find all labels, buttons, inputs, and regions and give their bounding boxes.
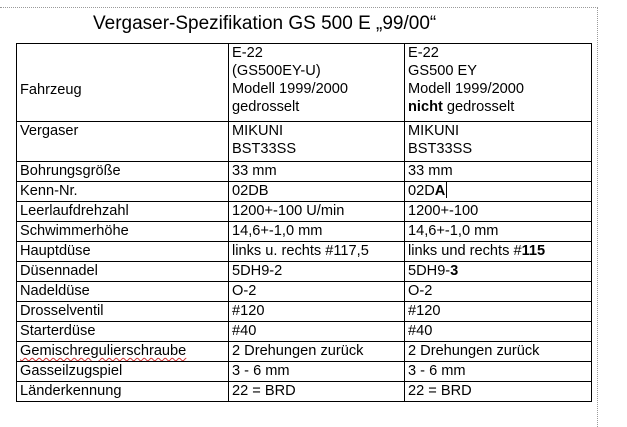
row-label[interactable]: Starterdüse [17, 322, 229, 342]
cell-a-line: BST33SS [232, 141, 297, 157]
cell-a[interactable]: 14,6+-1,0 mm [229, 222, 405, 242]
document-title[interactable]: Vergaser-Spezifikation GS 500 E „99/00“ [93, 13, 437, 34]
cell-b[interactable] [405, 122, 592, 162]
cell-a[interactable]: O-2 [229, 282, 405, 302]
table-row-laender [17, 382, 592, 402]
row-label[interactable]: Fahrzeug [17, 44, 229, 122]
header-b-line: E-22 [408, 45, 439, 61]
cell-b-bold: 115 [521, 243, 546, 259]
table-row-starter [17, 322, 592, 342]
spellcheck-flagged-word: Gemischregulierschraube [20, 343, 187, 359]
header-b-line-rest: gedrosselt [442, 99, 515, 115]
cell-b[interactable]: #40 [405, 322, 592, 342]
row-label[interactable]: Länderkennung [17, 382, 229, 402]
table-row-duesennadel [17, 262, 592, 282]
header-a-line: gedrosselt [232, 99, 300, 115]
table-row-schwimmer [17, 222, 592, 242]
table-row-drossel [17, 302, 592, 322]
row-label[interactable]: Bohrungsgröße [17, 162, 229, 182]
row-label[interactable]: Nadeldüse [17, 282, 229, 302]
row-label[interactable]: Leerlaufdrehzahl [17, 202, 229, 222]
header-b-line: Modell 1999/2000 [408, 81, 525, 97]
cell-a[interactable]: 02DB [229, 182, 405, 202]
cell-b[interactable]: #120 [405, 302, 592, 322]
table-row-bohrung [17, 162, 592, 182]
spec-table [16, 43, 592, 402]
header-a-line: Modell 1999/2000 [232, 81, 349, 97]
cell-b[interactable]: 33 mm [405, 162, 592, 182]
header-b-bold-word: nicht [408, 99, 443, 115]
header-a-line: E-22 [232, 45, 263, 61]
column-header-a[interactable] [229, 44, 405, 122]
row-label[interactable]: Drosselventil [17, 302, 229, 322]
cell-b[interactable]: O-2 [405, 282, 592, 302]
cell-b[interactable] [405, 242, 592, 262]
row-label[interactable]: Schwimmerhöhe [17, 222, 229, 242]
cell-b-line: MIKUNI [408, 123, 460, 139]
cell-a[interactable]: 2 Drehungen zurück [229, 342, 405, 362]
column-header-b[interactable] [405, 44, 592, 122]
cell-b[interactable] [405, 262, 592, 282]
table-row-nadelduese [17, 282, 592, 302]
cell-a[interactable]: links u. rechts #117,5 [229, 242, 405, 262]
table-row-leerlauf [17, 202, 592, 222]
header-b-line [408, 98, 591, 116]
cell-b-line: BST33SS [408, 141, 473, 157]
cell-b-bold: A [434, 183, 446, 199]
page-margin-top [0, 7, 598, 8]
table-row-gemisch [17, 342, 592, 362]
row-label[interactable]: Gasseilzugspiel [17, 362, 229, 382]
cell-a[interactable]: 1200+-100 U/min [229, 202, 405, 222]
table-row-gaszug [17, 362, 592, 382]
row-label[interactable]: Düsennadel [17, 262, 229, 282]
cell-b-text: 5DH9- [408, 263, 451, 279]
text-cursor [446, 182, 447, 198]
page-margin-right [597, 7, 598, 427]
table-row-vergaser [17, 122, 592, 162]
cell-b[interactable]: 3 - 6 mm [405, 362, 592, 382]
cell-b-bold: 3 [450, 263, 459, 279]
cell-b[interactable] [405, 182, 592, 202]
cell-a[interactable]: #40 [229, 322, 405, 342]
cell-a[interactable]: 5DH9-2 [229, 262, 405, 282]
table-row-hauptduese [17, 242, 592, 262]
table-row-kenn [17, 182, 592, 202]
cell-b[interactable]: 22 = BRD [405, 382, 592, 402]
cell-a[interactable]: 22 = BRD [229, 382, 405, 402]
header-a-line: (GS500EY-U) [232, 63, 321, 79]
cell-a[interactable]: 33 mm [229, 162, 405, 182]
cell-b[interactable]: 2 Drehungen zurück [405, 342, 592, 362]
cell-b-text: 02D [408, 183, 435, 199]
table-row-fahrzeug [17, 44, 592, 122]
cell-a-line: MIKUNI [232, 123, 284, 139]
cell-a[interactable]: #120 [229, 302, 405, 322]
cell-b[interactable]: 1200+-100 [405, 202, 592, 222]
row-label[interactable]: Hauptdüse [17, 242, 229, 262]
cell-b-text: links und rechts # [408, 243, 522, 259]
header-b-line: GS500 EY [408, 63, 477, 79]
cell-a[interactable] [229, 122, 405, 162]
row-label[interactable]: Vergaser [17, 122, 229, 162]
cell-b[interactable]: 14,6+-1,0 mm [405, 222, 592, 242]
cell-a[interactable]: 3 - 6 mm [229, 362, 405, 382]
row-label[interactable]: Kenn-Nr. [17, 182, 229, 202]
row-label[interactable] [17, 342, 229, 362]
